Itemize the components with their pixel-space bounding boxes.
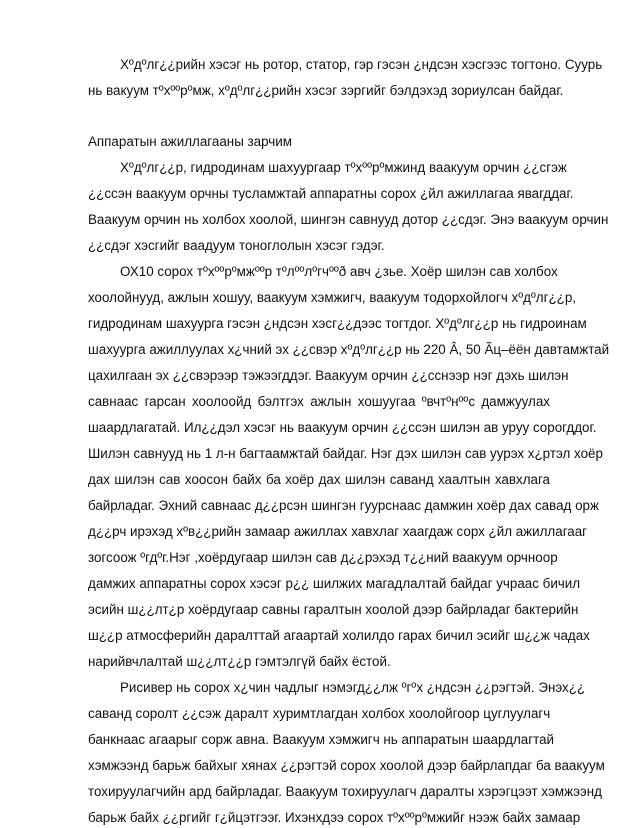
- text-line: ¿¿сдэг хэсгийг ваадуум тоноглолын хэсэг гэдэг.: [88, 238, 385, 253]
- text-line: банкнаас агаарыг сорж авна. Ваакуум хэмжигч нь аппаратын шаардлагтай: [88, 732, 554, 747]
- text-line: Хºдºлг¿¿рийн хэсэг нь ротор, статор, гэр гэсэн ¿ндсэн хэсгээс тогтоно. Суурь: [120, 57, 603, 72]
- text-line: ш¿¿р атмосферийн даралттай агаартай холилдо гарах бичил эсийг ш¿¿ж чадах: [88, 628, 590, 643]
- text-line: хоолойнууд, ажлын хошуу, ваакуум хэмжигч, ваакуум тодорхойлогч хºдºлг¿¿р,: [88, 290, 577, 305]
- text-line: байрладаг. Эхний савнаас д¿¿рсэн шингэн гуурснаас дамжин хоёр дах савад орж: [88, 498, 599, 513]
- text-line: шаардлагатай. Ил¿¿дэл хэсэг нь ваакуум орчин ¿¿ссэн шилэн ав уруу сорогддог.: [88, 420, 597, 435]
- text-line: зогсоож ºгдºг.Нэг ,хоёрдугаар шилэн сав д¿¿рэхэд т¿¿ний ваакуум орчноор: [88, 550, 558, 565]
- text-line: хэмжээнд барьж байхыг хянах ¿¿рэгтэй сорох хоолой дээр байрлапдаг ба ваакуум: [88, 758, 605, 773]
- text-line: савнаас гарсан хоолоойд бэлтгэх ажлын хошуугаа ºвчтºнººс дамжуулах: [88, 394, 550, 409]
- text-line: гидродинам шахуурга гэсэн ¿ндсэн хэсг¿¿дээс тогтдог. Хºдºлг¿¿р нь гидроинам: [88, 316, 587, 331]
- text-line: цахилгаан эх ¿¿свэрээр тэжээгддэг. Ваакуум орчин ¿¿сснээр нэг дэхь шилэн: [88, 368, 569, 383]
- text-line: Шилэн савнууд нь 1 л-н багтаамжтай байдаг. Нэг дэх шилэн сав уурэх х¿ртэл хоёр: [88, 446, 603, 461]
- text-line: нь вакуум тºхººрºмж, хºдºлг¿¿рийн хэсэг зэргийг бэлдэхэд зориулсан байдаг.: [88, 83, 564, 98]
- section-heading: Аппаратын ажиллагааны зарчим: [88, 134, 292, 149]
- text-line: д¿¿рч ирэхэд хºв¿¿рийн замаар ажиллах хавхлаг хаагдаж сорх ¿йл ажиллагааг: [88, 524, 588, 539]
- text-line: барьж байх ¿¿ргийг г¿йцэтгээг. Ихэнхдээ сорох тºхººрºмжийг нээж байх замаар: [88, 810, 581, 825]
- text-line: ОХ10 сорох тºхººрºмжººр тºлººлºгчººð авч ¿зье. Хоёр шилэн сав холбох: [120, 264, 558, 279]
- text-line: ¿¿ссэн ваакуум орчны тусламжтай аппаратны сорох ¿йл ажиллагаа явагддаг.: [88, 186, 574, 201]
- text-line: Ваакуум орчин нь холбох хоолой, шингэн савнууд дотор ¿¿сдэг. Энэ ваакуум орчин: [88, 212, 609, 227]
- text-line: тохируулагчийн ард байрладаг. Ваакуум тохируулагч даралты хэрэгцээт хэмжээнд: [88, 784, 602, 799]
- text-line: саванд соролт ¿¿сэж даралт хуримтлагдан холбох хоолойгоор цуглуулагч: [88, 706, 551, 721]
- text-line: нарийвчлалтай ш¿¿лт¿¿р гэмтэлгүй байх ёстой.: [88, 654, 391, 669]
- text-line: шахуурга ажиллуулах х¿чний эх ¿¿свэр хºдºлг¿¿р нь 220 Â, 50 Ãц–ёён давтамжтай: [88, 342, 610, 357]
- text-line: Рисивер нь сорох х¿чин чадлыг нэмэгд¿¿лж ºгºх ¿ндсэн ¿¿рэгтэй. Энэх¿¿: [120, 680, 586, 695]
- text-line: дамжих аппаратны сорох хэсэг р¿¿ шилжих магадлалтай байдаг учраас бичил: [88, 576, 581, 591]
- text-line: Хºдºлг¿¿р, гидродинам шахуургаар тºхººрºмжинд ваакуум орчин ¿¿сгэж: [120, 160, 567, 175]
- text-line: эсийн ш¿¿лт¿р хоёрдугаар савны гаралтын хоолой дээр байрладаг бактерийн: [88, 602, 579, 617]
- text-line: дах шилэн сав хоосон байх ба хоёр дах шилэн саванд хаалтын хавхлага: [88, 472, 550, 487]
